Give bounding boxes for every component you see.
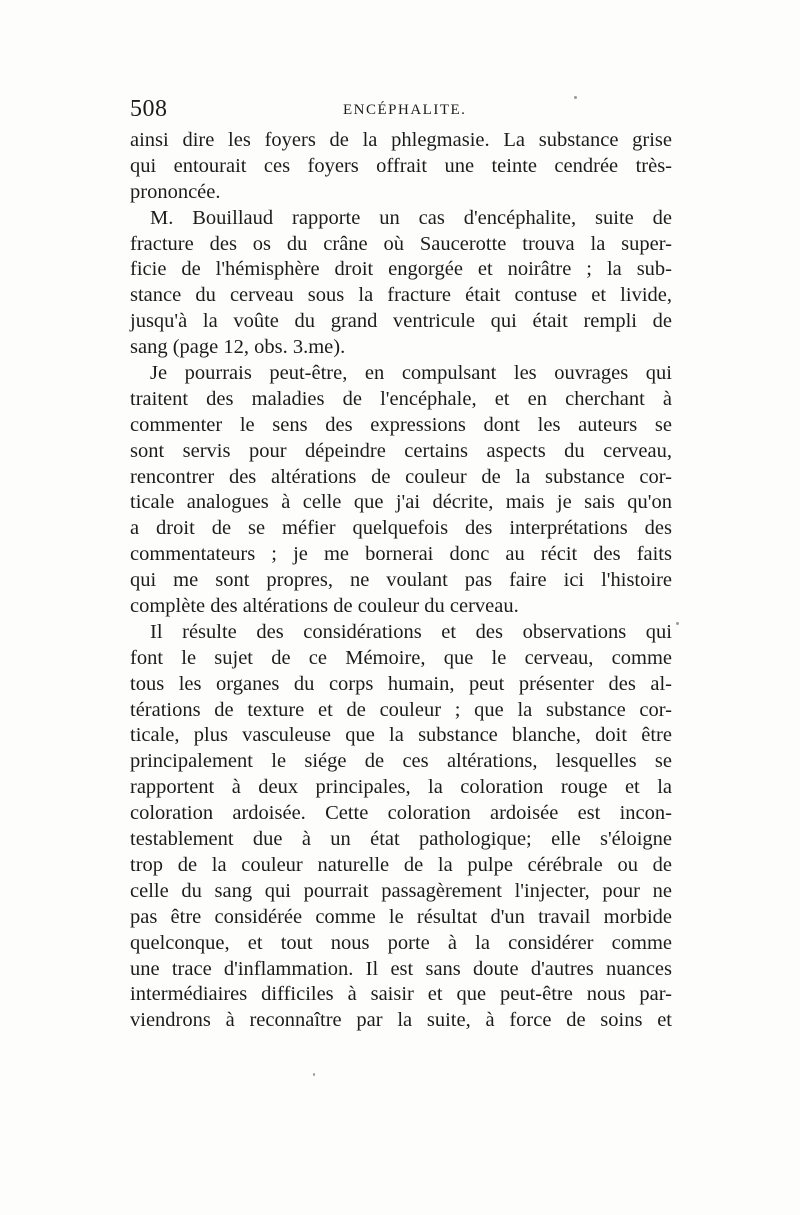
text-line: ticale analogues à celle que j'ai décrite, mais je sais qu'on — [130, 491, 672, 514]
text-line: trop de la couleur naturelle de la pulpe cérébrale ou de — [130, 853, 672, 876]
text-line: prononcée. — [130, 180, 221, 203]
text-line: fracture des os du crâne où Saucerotte trouva la super- — [130, 232, 672, 255]
page-number: 508 — [130, 96, 168, 122]
running-head: ENCÉPHALITE. — [343, 102, 467, 118]
page-header — [130, 94, 675, 124]
text-line: intermédiaires difficiles à saisir et que peut-être nous par- — [130, 983, 672, 1006]
text-line: celle du sang qui pourrait passagèrement l'injecter, pour ne — [130, 879, 672, 902]
text-line: sont servis pour dépeindre certains aspects du cerveau, — [130, 439, 672, 462]
text-line: Je pourrais peut-être, en compulsant les ouvrages qui — [150, 362, 672, 385]
text-line: principalement le siége de ces altérations, lesquelles se — [130, 750, 672, 773]
text-line: rencontrer des altérations de couleur de la substance cor- — [130, 465, 672, 488]
text-line: testablement due à un état pathologique; elle s'éloigne — [130, 828, 672, 851]
text-line: viendrons à reconnaître par la suite, à force de soins et — [130, 1009, 672, 1032]
text-line: coloration ardoisée. Cette coloration ardoisée est incon- — [130, 802, 672, 825]
text-line: tous les organes du corps humain, peut présenter des al- — [130, 672, 672, 695]
text-line: sang (page 12, obs. 3.me). — [130, 336, 346, 359]
text-line: commentateurs ; je me bornerai donc au récit des faits — [130, 543, 672, 566]
text-line: qui entourait ces foyers offrait une teinte cendrée très- — [130, 154, 672, 177]
text-line: quelconque, et tout nous porte à la considérer comme — [130, 931, 672, 954]
text-line: commenter le sens des expressions dont les auteurs se — [130, 413, 672, 436]
scan-speck — [574, 96, 577, 99]
text-line: qui me sont propres, ne voulant pas faire ici l'histoire — [130, 569, 672, 592]
text-line: une trace d'inflammation. Il est sans doute d'autres nuances — [130, 957, 672, 980]
body-text — [130, 128, 672, 1034]
scan-speck — [313, 1073, 315, 1076]
text-line: pas être considérée comme le résultat d'un travail morbide — [130, 905, 672, 928]
text-line: ainsi dire les foyers de la phlegmasie. La substance grise — [130, 129, 672, 151]
text-line: ficie de l'hémisphère droit engorgée et noirâtre ; la sub- — [130, 258, 672, 281]
text-line: rapportent à deux principales, la coloration rouge et la — [130, 776, 672, 799]
text-line: font le sujet de ce Mémoire, que le cerveau, comme — [130, 646, 672, 669]
text-line: traitent des maladies de l'encéphale, et en cherchant à — [130, 387, 672, 410]
text-line: a droit de se méfier quelquefois des interprétations des — [130, 517, 672, 540]
text-line: M. Bouillaud rapporte un cas d'encéphalite, suite de — [150, 206, 672, 229]
scan-speck — [676, 622, 679, 625]
text-line: jusqu'à la voûte du grand ventricule qui était rempli de — [130, 310, 672, 333]
text-line: térations de texture et de couleur ; que la substance cor- — [130, 698, 672, 721]
text-line: complète des altérations de couleur du cerveau. — [130, 595, 519, 618]
text-line: ticale, plus vasculeuse que la substance blanche, doit être — [130, 724, 672, 747]
text-line: Il résulte des considérations et des observations qui — [150, 620, 672, 643]
text-line: stance du cerveau sous la fracture était contuse et livide, — [130, 284, 672, 307]
